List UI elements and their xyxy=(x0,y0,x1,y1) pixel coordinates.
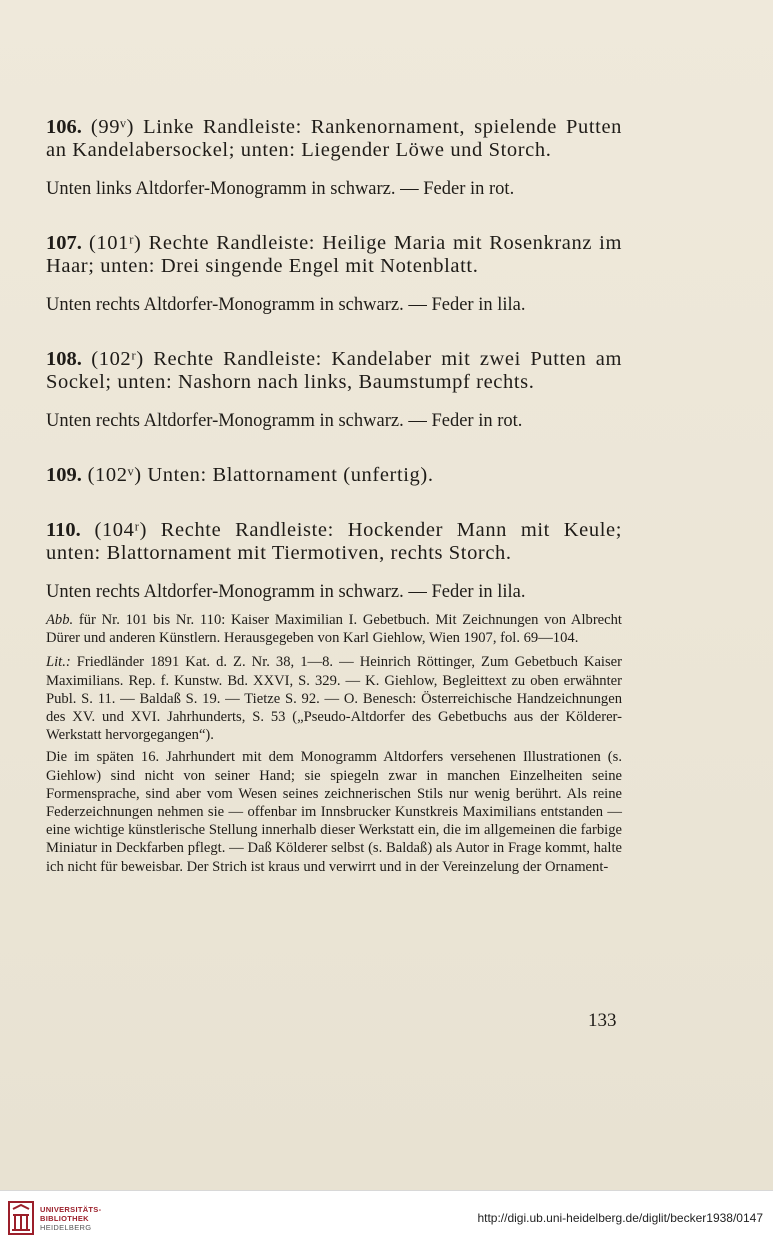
catalog-entry-108 xyxy=(46,348,622,432)
entry-heading xyxy=(46,116,622,162)
library-name-line-2: BIBLIOTHEK xyxy=(40,1214,89,1223)
lit-label: Lit.: xyxy=(46,654,71,671)
entry-heading xyxy=(46,348,622,394)
entry-heading xyxy=(46,232,622,278)
entry-description: Rechte Randleiste: Hockender Mann mit Keule; unten: Blattornament mit Tiermotiven, rechts Storch. xyxy=(46,519,622,564)
entry-note: Unten rechts Altdorfer-Monogramm in schwarz. — Feder in lila. xyxy=(46,582,526,602)
page-number: 133 xyxy=(588,1010,617,1031)
entry-heading xyxy=(46,519,622,565)
commentary-paragraph xyxy=(46,748,622,875)
entry-description: Rechte Randleiste: Heilige Maria mit Rosenkranz im Haar; unten: Drei singende Engel mit Notenblatt. xyxy=(46,232,622,277)
folio-reference: (101ʳ) xyxy=(81,232,149,254)
entry-number: 109. xyxy=(46,464,82,486)
library-logo-icon xyxy=(8,1201,34,1235)
entry-number: 108. xyxy=(46,348,82,370)
folio-reference: (102ʳ) xyxy=(81,348,154,370)
library-name-line-1: UNIVERSITÄTS- xyxy=(40,1205,102,1214)
entry-description: Rechte Randleiste: Kandelaber mit zwei Putten am Sockel; unten: Nashorn nach links, Baumstumpf rechts. xyxy=(46,348,622,393)
entry-description: Unten: Blattornament (unfertig). xyxy=(147,464,434,486)
entry-note: Unten links Altdorfer-Monogramm in schwarz. — Feder in rot. xyxy=(46,179,515,199)
illustration-reference xyxy=(46,611,622,647)
catalog-entry-107 xyxy=(46,232,622,316)
lit-text: Friedländer 1891 Kat. d. Z. Nr. 38, 1—8. — Heinrich Röttinger, Zum Gebetbuch Kaiser Maximilians. Rep. f. Kunstw. Bd. XXVI, S. 329. — K. Giehlow, Begleittext zu oben erwähnter Publ. S. 11. — Baldaß S. 19. — Tietze S. 92. — O. Benesch: Österreichische Handzeichnungen des XV. und XVI. Jahrhunderts, S. 53 („Pseudo-Altdorfer des Gebetbuchs aus der Kölderer-Werkstatt hervorgegangen“). xyxy=(46,654,622,744)
abb-text: für Nr. 101 bis Nr. 110: Kaiser Maximilian I. Gebetbuch. Mit Zeichnungen von Albrecht Dürer und anderen Künstlern. Herausgegeben von Karl Giehlow, Wien 1907, fol. 69—104. xyxy=(46,612,622,647)
page-content xyxy=(46,116,622,876)
entry-description: Linke Randleiste: Rankenornament, spielende Putten an Kandelabersockel; unten: Liegender Löwe und Storch. xyxy=(46,116,622,161)
entry-note: Unten rechts Altdorfer-Monogramm in schwarz. — Feder in rot. xyxy=(46,411,523,431)
entry-number: 106. xyxy=(46,116,82,138)
folio-reference: (104ʳ) xyxy=(80,519,161,541)
catalog-entry-106 xyxy=(46,116,622,200)
entry-number: 110. xyxy=(46,519,81,541)
library-name-line-3: HEIDELBERG xyxy=(40,1223,92,1232)
literature-reference xyxy=(46,653,622,744)
entry-number: 107. xyxy=(46,232,82,254)
folio-reference: (99ᵛ) xyxy=(81,116,144,138)
commentary-text: Die im späten 16. Jahrhundert mit dem Monogramm Altdorfers versehenen Illustrationen (s. Giehlow) sind nicht von seiner Hand; sie spiegeln zwar in manchen Einzelheiten seine Formensprache, sind aber vom Wesen seines zeichnerischen Stils nur wenig berührt. Als reine Federzeichnungen nehmen sie — offenbar im Innsbrucker Kunstkreis Maximilians entstanden — eine wichtige künstlerische Stellung innerhalb dieser Werkstatt ein, die im allgemeinen die farbige Miniatur in Deckfarben pflegt. — Daß Kölderer selbst (s. Baldaß) als Autor in Frage kommt, halte ich nicht für beweisbar. Der Strich ist kraus und verwirrt und in der Vereinzelung der Ornament- xyxy=(46,749,622,875)
digitization-footer xyxy=(0,1190,773,1248)
catalog-entry-110 xyxy=(46,519,622,603)
entry-heading xyxy=(46,464,622,487)
folio-reference: (102ᵛ) xyxy=(81,464,148,486)
entry-note: Unten rechts Altdorfer-Monogramm in schwarz. — Feder in lila. xyxy=(46,295,526,315)
catalog-entry-109 xyxy=(46,464,622,487)
abb-label: Abb. xyxy=(46,612,74,628)
source-url-link[interactable]: http://digi.ub.uni-heidelberg.de/diglit/becker1938/0147 xyxy=(477,1211,763,1225)
library-name xyxy=(40,1205,101,1232)
